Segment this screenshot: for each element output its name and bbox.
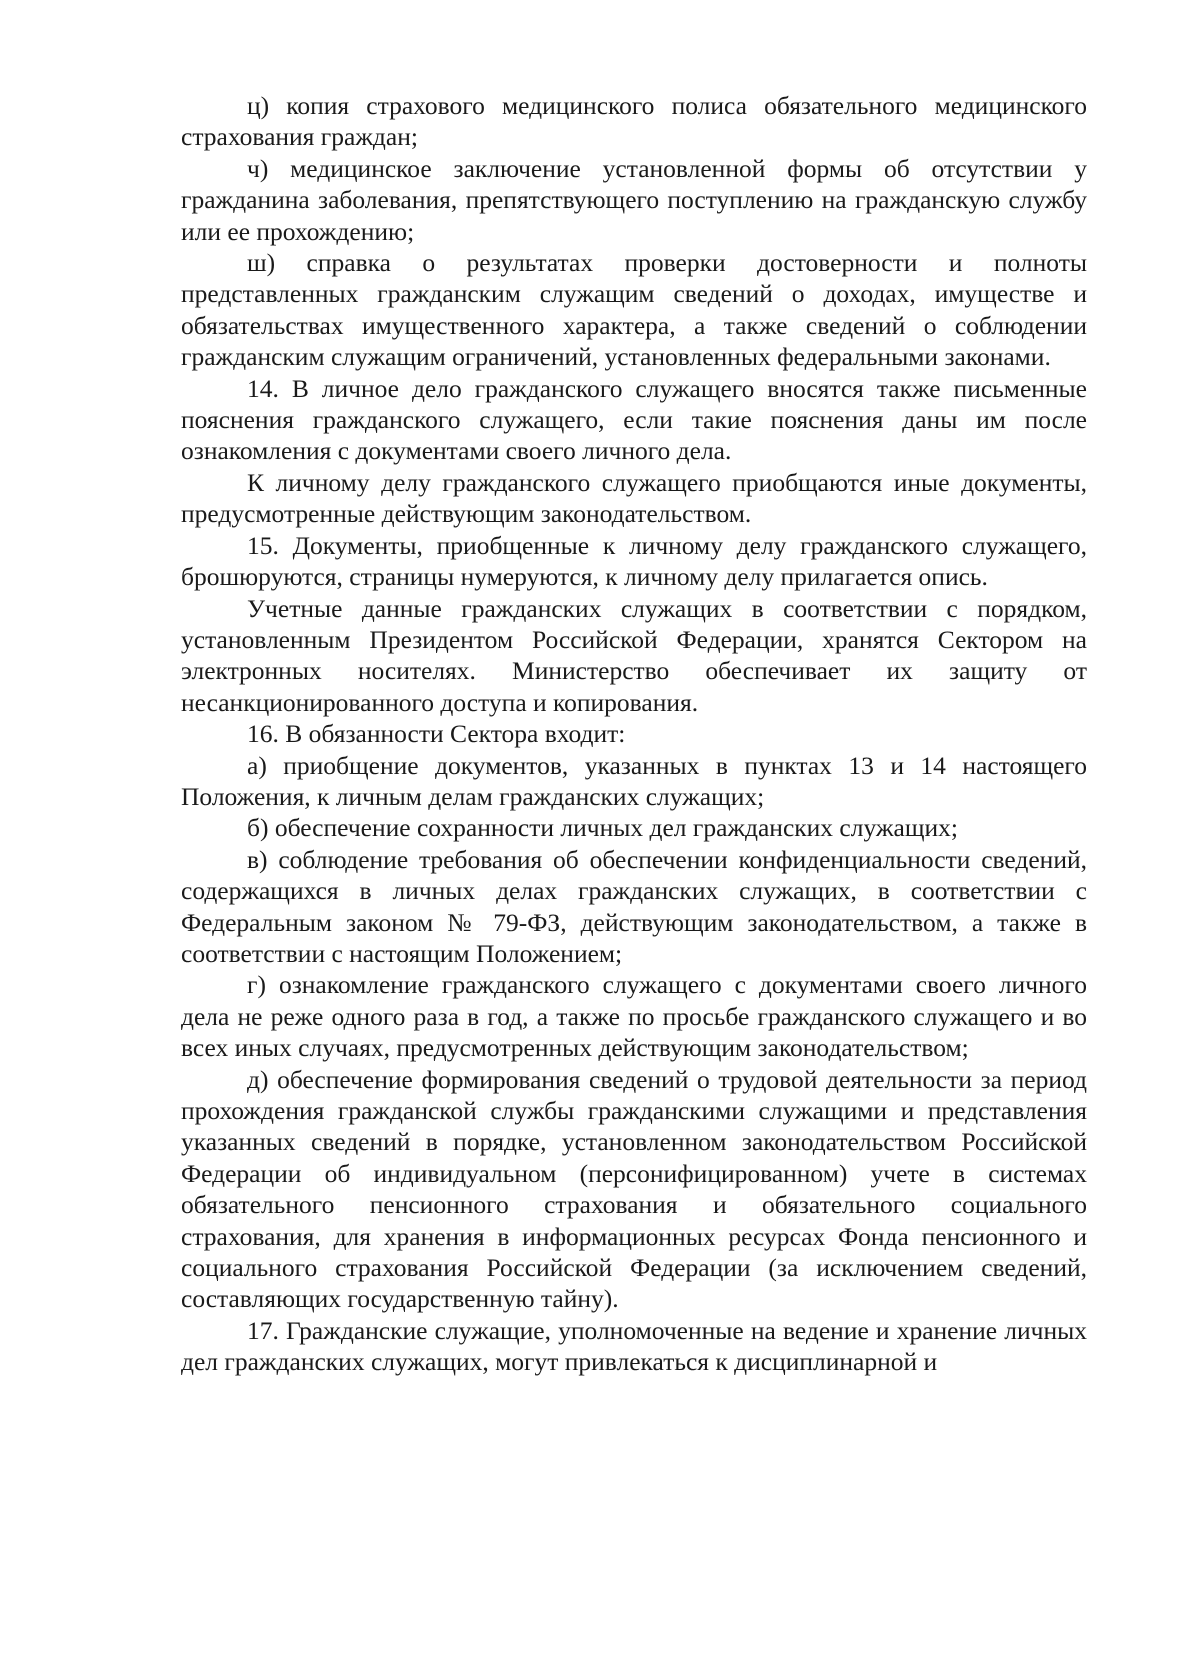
paragraph-16-item-g: г) ознакомление гражданского служащего с документами своего личного дела не реже одного раза в год, а также по просьбе гражданского служащего и во всех иных случаях, предусмотренных действующим законодательством; bbox=[181, 970, 1087, 1063]
paragraph-16-item-b: б) обеспечение сохранности личных дел гражданских служащих; bbox=[247, 813, 958, 843]
paragraph-16-item-a: а) приобщение документов, указанных в пунктах 13 и 14 настоящего Положения, к личным делам гражданских служащих; bbox=[181, 750, 1087, 811]
paragraph-item-ch: ч) медицинское заключение установленной формы об отсутствии у гражданина заболевания, препятствующего поступлению на гражданскую службу или ее прохождению; bbox=[181, 153, 1087, 246]
paragraph-15: 15. Документы, приобщенные к личному делу гражданского служащего, брошюруются, страницы нумеруются, к личному делу прилагается опись. bbox=[181, 530, 1087, 592]
paragraph-16-item-d: д) обеспечение формирования сведений о трудовой деятельности за период прохождения гражданской службы гражданскими служащими и представления указанных сведений в порядке, установленном законодательством Российской Федерации об индивидуальном (персонифицированном) учете в системах обязательного пенсионного страхования и обязательного социального страхования, для хранения в информационных ресурсах Фонда пенсионного и социального страхования Российской Федерации (за исключением сведений, составляющих государственную тайну). bbox=[181, 1064, 1087, 1314]
paragraph-item-sh: ш) справка о результатах проверки достоверности и полноты представленных гражданским служащим сведений о доходах, имуществе и обязательствах имущественного характера, а также сведений о соблюдении гражданским служащим ограничений, установленных федеральными законами. bbox=[181, 248, 1087, 372]
document-body bbox=[181, 90, 1087, 1378]
paragraph-17: 17. Гражданские служащие, уполномоченные на ведение и хранение личных дел гражданских служащих, могут привлекаться к дисциплинарной и bbox=[181, 1315, 1087, 1377]
paragraph-14-continued: К личному делу гражданского служащего приобщаются иные документы, предусмотренные действующим законодательством. bbox=[181, 467, 1087, 529]
paragraph-item-ts: ц) копия страхового медицинского полиса обязательного медицинского страхования граждан; bbox=[181, 91, 1087, 152]
paragraph-15-continued: Учетные данные гражданских служащих в соответствии с порядком, установленным Президентом Российской Федерации, хранятся Сектором на электронных носителях. Министерство обеспечивает их защиту от несанкционированного доступа и копирования. bbox=[181, 593, 1087, 717]
paragraph-14: 14. В личное дело гражданского служащего вносятся также письменные пояснения гражданского служащего, если такие пояснения даны им после ознакомления с документами своего личного дела. bbox=[181, 373, 1087, 466]
paragraph-16: 16. В обязанности Сектора входит: bbox=[247, 719, 626, 749]
paragraph-16-item-v: в) соблюдение требования об обеспечении конфиденциальности сведений, содержащихся в личных делах гражданских служащих, в соответствии с Федеральным законом № 79-ФЗ, действующим законодательством, а также в соответствии с настоящим Положением; bbox=[181, 844, 1087, 968]
